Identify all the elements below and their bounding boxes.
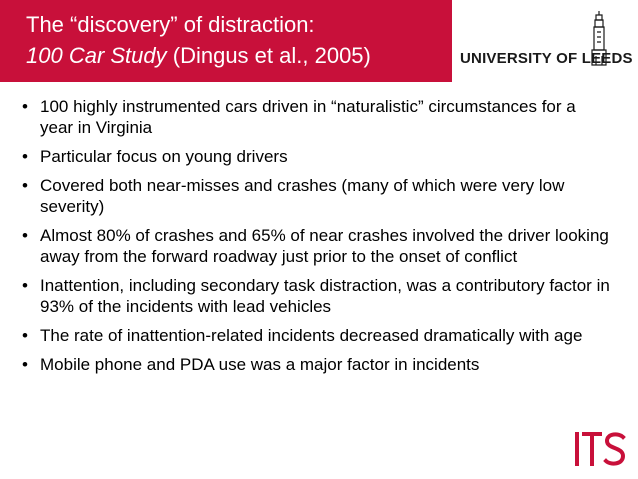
bullet-icon: • [22, 97, 28, 116]
slide-title-line2 [26, 43, 371, 69]
university-of-leeds-logo [452, 0, 638, 82]
bullet-text: Covered both near-misses and crashes (many of which were very low severity) [40, 176, 565, 216]
list-item [22, 175, 612, 217]
bullet-text: The rate of inattention-related incidents decreased dramatically with age [40, 326, 583, 345]
university-name: UNIVERSITY OF LEEDS [460, 50, 633, 67]
bullet-icon: • [22, 355, 28, 374]
leeds-tower-crest-icon [590, 10, 608, 66]
list-item [22, 275, 612, 317]
title-bar [0, 0, 452, 82]
study-name: 100 Car Study [26, 43, 167, 68]
bullet-text: Almost 80% of crashes and 65% of near crashes involved the driver looking away from the forward roadway just prior to the onset of conflict [40, 226, 609, 266]
list-item [22, 354, 612, 375]
its-logo [573, 428, 629, 468]
slide-title-line1: The “discovery” of distraction: [26, 12, 315, 37]
list-item [22, 96, 612, 138]
bullet-text: Inattention, including secondary task distraction, was a contributory factor in 93% of the incidents with lead vehicles [40, 276, 610, 316]
list-item [22, 146, 612, 167]
bullet-icon: • [22, 226, 28, 245]
study-citation: (Dingus et al., 2005) [166, 43, 371, 68]
bullet-icon: • [22, 326, 28, 345]
list-item [22, 225, 612, 267]
bullet-icon: • [22, 276, 28, 295]
bullet-text: Particular focus on young drivers [40, 147, 288, 166]
bullet-list [22, 96, 612, 383]
bullet-text: Mobile phone and PDA use was a major factor in incidents [40, 355, 480, 374]
bullet-text: 100 highly instrumented cars driven in “naturalistic” circumstances for a year in Virginia [40, 97, 576, 137]
bullet-icon: • [22, 176, 28, 195]
list-item [22, 325, 612, 346]
bullet-icon: • [22, 147, 28, 166]
